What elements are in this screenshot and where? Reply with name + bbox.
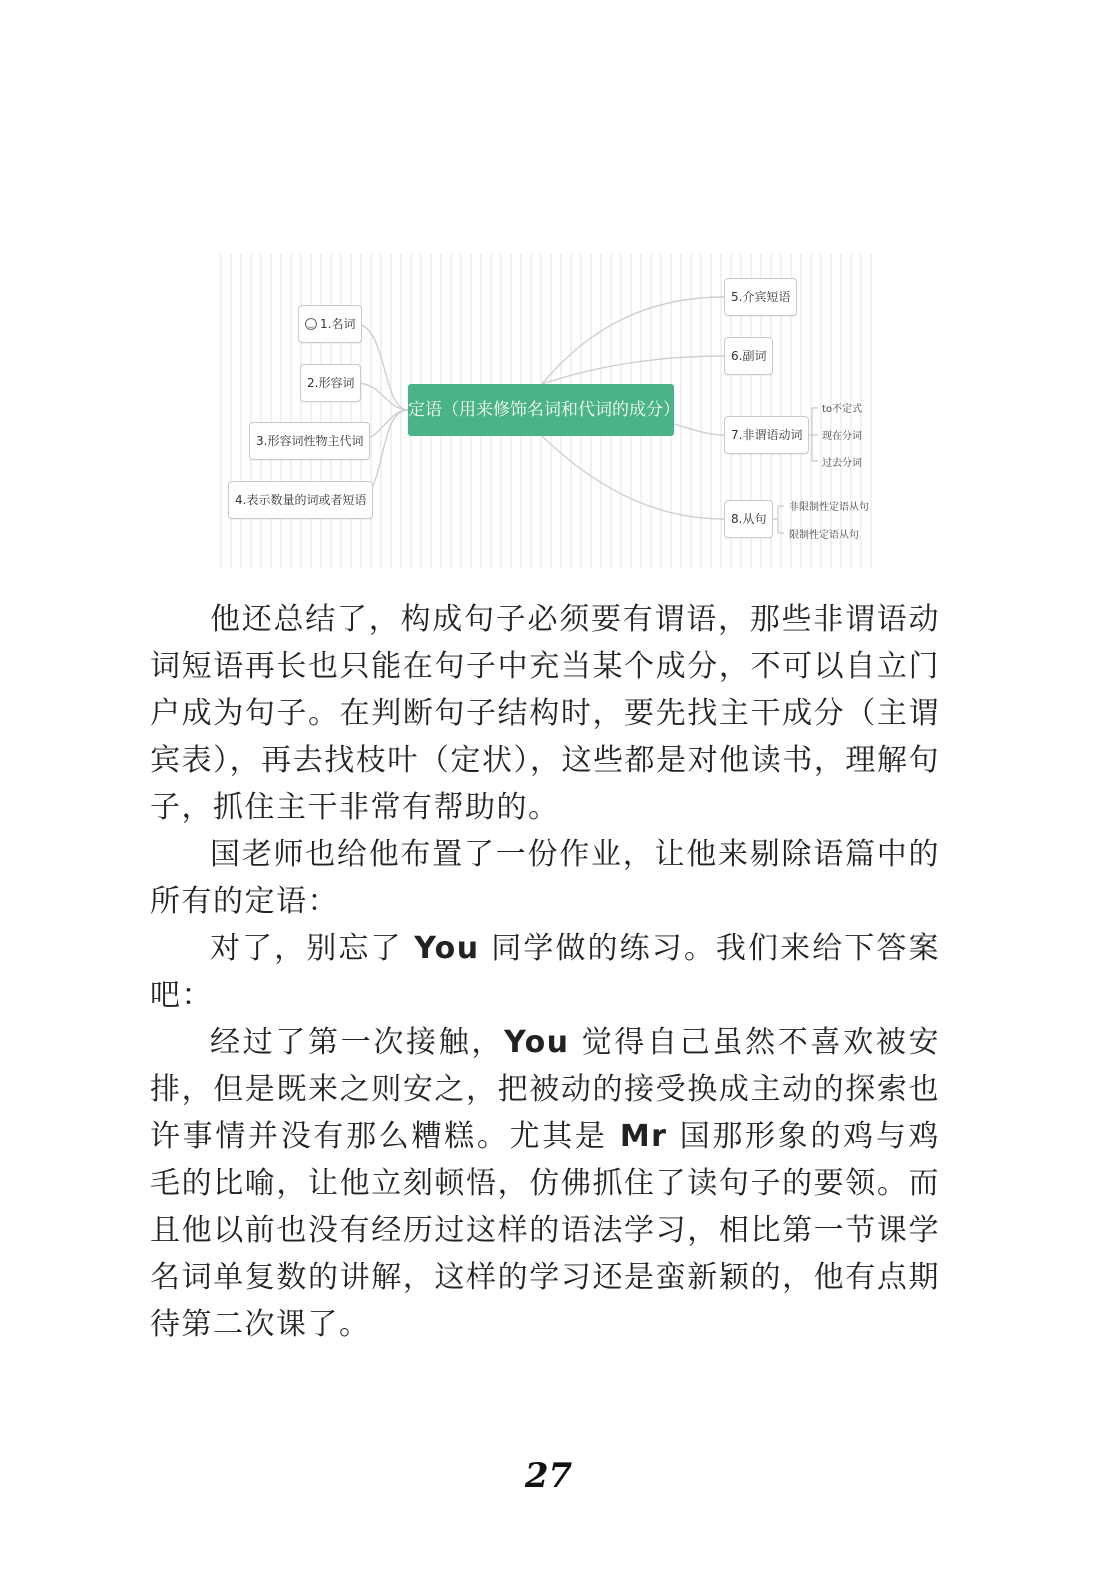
paragraph-summary-text: 他还总结了，构成句子必须要有谓语，那些非谓语动词短语再长也只能在句子中充当某个成分，不可以自立门户成为句子。在判断句子结构时，要先找主干成分（主谓宾表），再去找枝叶（定状），这些都是对他读书，理解句子，抓住主干非常有帮助的。 (150, 602, 940, 825)
center-node-label: 定语（用来修饰名词和代词的成分） (408, 400, 680, 420)
node-adjective (300, 364, 361, 402)
leaf-present-participle: 现在分词 (822, 431, 862, 442)
node-label: 4.表示数量的词或者短语 (235, 493, 367, 507)
connector-8-ticks (778, 506, 784, 533)
paragraph-answer-intro (150, 925, 940, 1019)
name-you: You (414, 931, 480, 966)
name-you: You (504, 1025, 570, 1060)
node-label: 8.从句 (731, 512, 767, 526)
node-possessive-pronoun (249, 422, 370, 460)
connector-7-ticks (812, 408, 818, 461)
text-segment: 经过了第一次接触， (210, 1025, 505, 1060)
text-segment: 同学做的练习。我们来给下答案吧： (150, 931, 940, 1013)
name-mr: Mr (619, 1119, 668, 1154)
leaf-past-participle: 过去分词 (822, 458, 862, 469)
page-number: 27 (524, 1456, 573, 1496)
body-text (150, 596, 940, 1348)
node-adverb (724, 337, 773, 375)
paragraph-homework-text: 国老师也给他布置了一份作业，让他来剔除语篇中的所有的定语： (150, 837, 940, 919)
node-label: 3.形容词性物主代词 (256, 434, 364, 448)
node-label: 6.副词 (731, 349, 767, 363)
text-segment: 对了，别忘了 (210, 931, 403, 966)
paragraph-reflection (150, 1019, 940, 1348)
leaf-nonrestrictive-clause: 非限制性定语从句 (789, 502, 869, 513)
connector-7 (674, 424, 724, 435)
node-label: 2.形容词 (307, 376, 355, 390)
smiley-face-icon: ‿ (305, 318, 317, 330)
mind-map-center-node (408, 384, 680, 436)
node-quantity-word (228, 481, 373, 519)
node-label: 1.名词 (320, 317, 356, 331)
paragraph-homework (150, 831, 940, 925)
node-label: 7.非谓语动词 (731, 428, 803, 442)
connector-8 (542, 436, 724, 519)
mind-map (212, 254, 880, 568)
text-segment: 觉得自己虽然不喜欢被安排，但是既来之则安之，把被动的接受换成主动的探索也许事情并没有那么糟糕。尤其是 (150, 1025, 941, 1154)
connector-6 (542, 356, 724, 384)
node-nonfinite-verb (724, 416, 809, 454)
text-segment: 国那形象的鸡与鸡毛的比喻，让他立刻顿悟，仿佛抓住了读句子的要领。而且他以前也没有经历过这样的语法学习，相比第一节课学名词单复数的讲解，这样的学习还是蛮新颖的，他有点期待第二次课了。 (150, 1119, 941, 1342)
leaf-restrictive-clause: 限制性定语从句 (789, 530, 859, 541)
node-noun (298, 305, 362, 343)
leaf-to-infinitive: to不定式 (822, 404, 863, 415)
node-clause (724, 500, 773, 538)
connector-5 (542, 297, 724, 384)
connector-1 (356, 324, 408, 410)
node-prep-phrase (724, 278, 797, 316)
paragraph-summary (150, 596, 940, 831)
node-label: 5.介宾短语 (731, 290, 791, 304)
